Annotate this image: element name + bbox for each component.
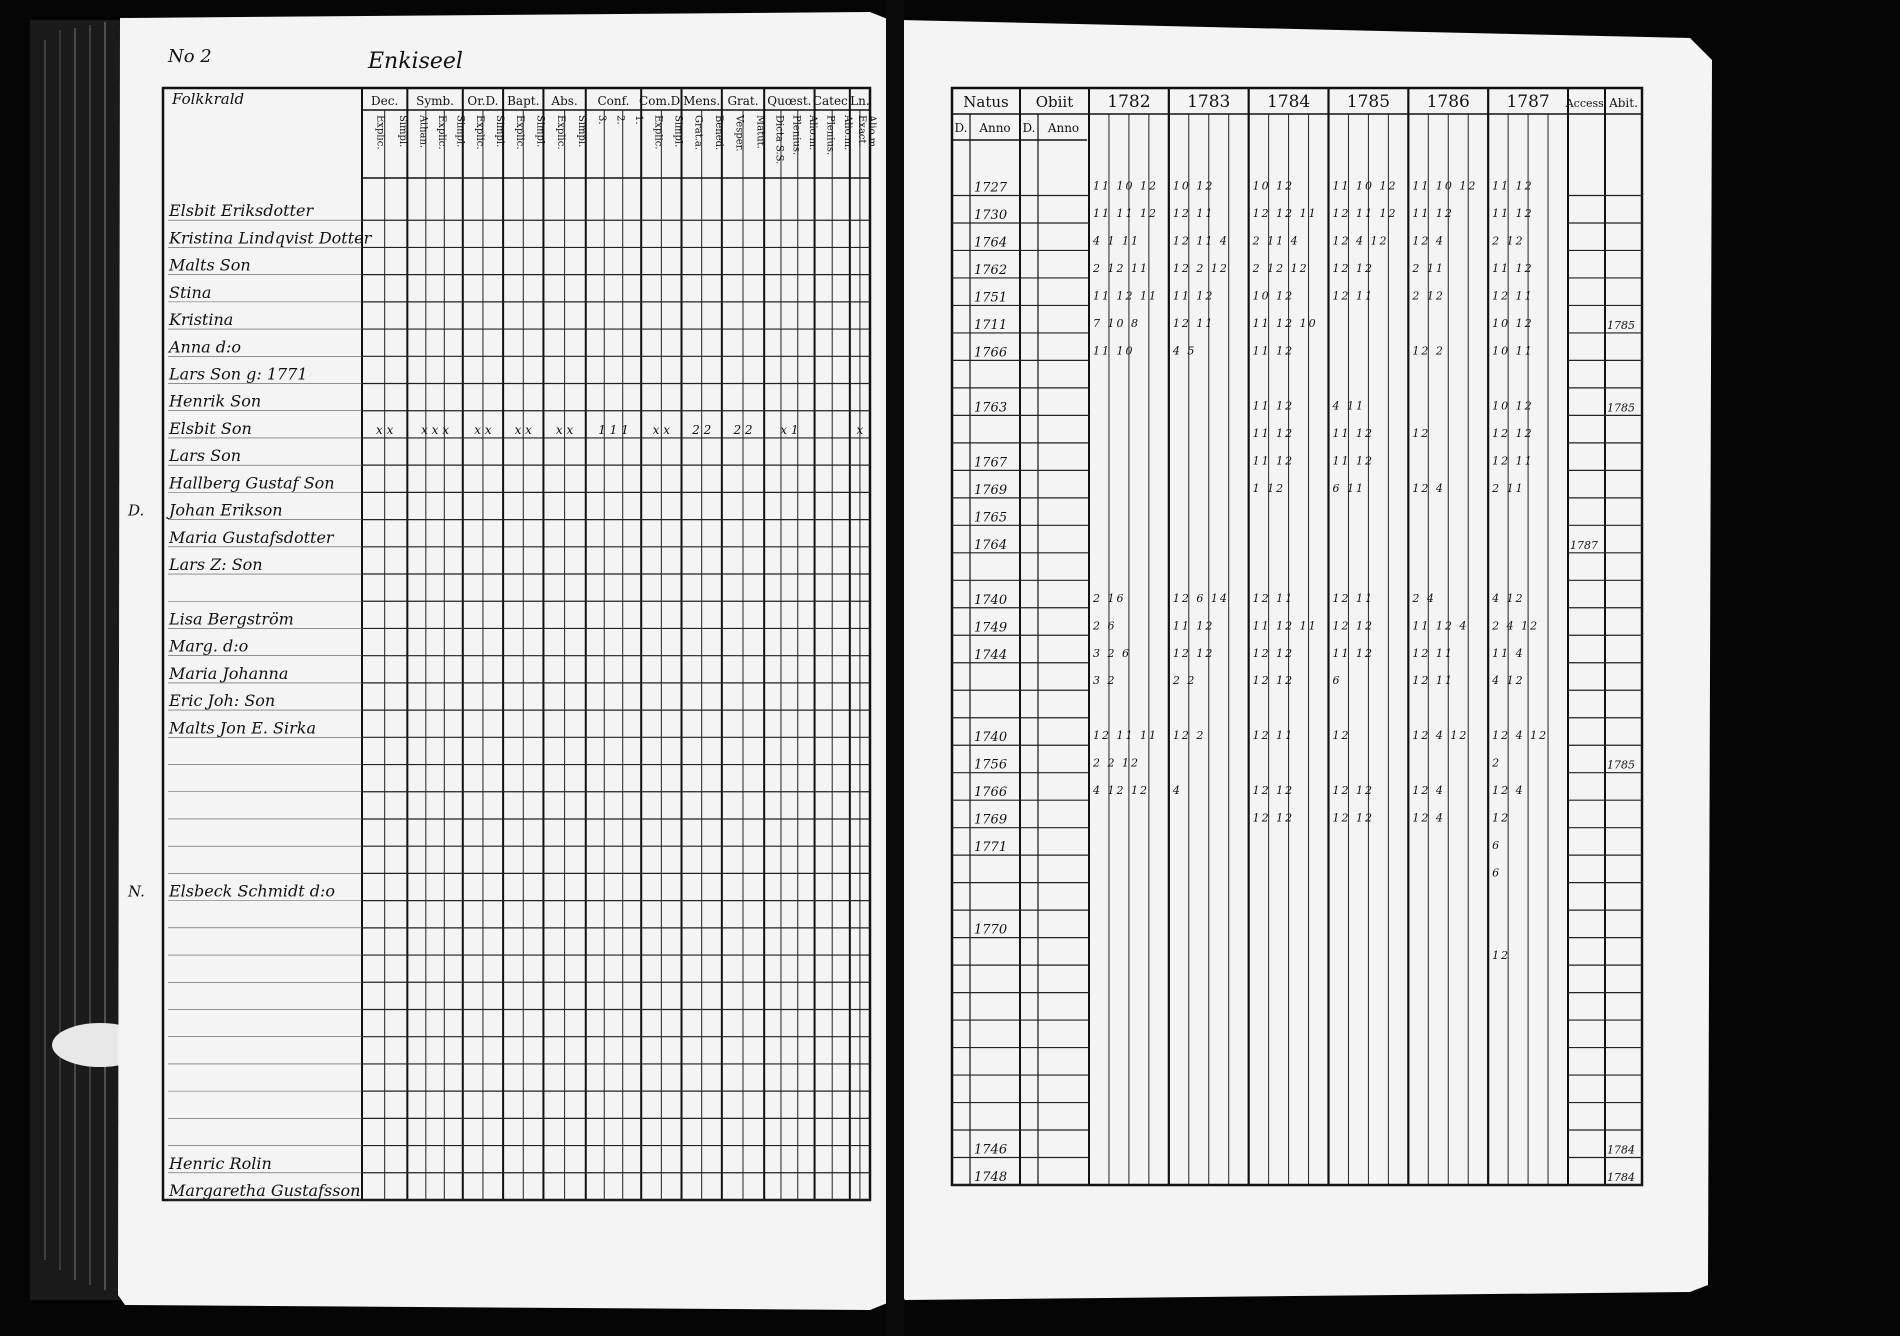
exam-tally: 2 (1492, 756, 1502, 770)
resident-name: Margaretha Gustafsson (169, 1181, 361, 1200)
exam-tally: 4 5 (1172, 344, 1197, 358)
resident-name: Elsbit Eriksdotter (169, 201, 314, 221)
column-header: Ln. (850, 94, 870, 108)
exam-tally: 2 12 12 (1252, 261, 1309, 275)
knowledge-mark: x x (652, 422, 671, 437)
obiit-year-header: Anno (1047, 121, 1080, 135)
resident-name: Marg. d:o (169, 636, 249, 656)
exam-tally: 12 12 (1492, 426, 1534, 440)
abiit-header: Abit. (1609, 96, 1638, 110)
column-header: Abs. (551, 94, 578, 108)
exam-tally: 12 4 (1412, 234, 1445, 248)
accessit-mark: 1787 (1570, 538, 1598, 552)
obiit-header: Obiit (1035, 93, 1074, 111)
exam-tally: 11 10 12 (1332, 179, 1398, 193)
exam-tally: 11 12 (1492, 206, 1534, 220)
exam-tally: 12 4 12 (1332, 234, 1389, 248)
exam-tally: 11 12 11 (1093, 289, 1158, 303)
year-header: 1782 (1107, 92, 1151, 112)
resident-name: Elsbit Son (169, 418, 252, 438)
birth-year: 1749 (974, 620, 1008, 636)
sub-column-header: Matut. (754, 115, 766, 149)
birth-year: 1771 (974, 840, 1008, 856)
exam-tally: 2 4 (1412, 591, 1436, 605)
exam-tally: 12 11 (1412, 646, 1454, 660)
column-header: Symb. (416, 94, 455, 108)
sub-column-header: Simpl. (534, 115, 546, 148)
exam-tally: 12 4 (1492, 784, 1525, 798)
exam-tally: 10 12 (1492, 399, 1534, 413)
resident-name: Maria Gustafsdotter (169, 527, 334, 547)
sub-column-header: Plenius. (824, 115, 836, 156)
exam-tally: 7 10 8 (1093, 316, 1140, 330)
year-header: 1783 (1187, 92, 1231, 112)
sub-column-header: Explic. (514, 115, 526, 150)
resident-name: Eric Joh: Son (169, 691, 276, 711)
birth-year: 1746 (974, 1142, 1008, 1158)
exam-tally: 12 12 (1332, 811, 1374, 825)
exam-tally: 12 12 (1332, 261, 1374, 275)
exam-tally: 2 12 (1412, 289, 1445, 303)
year-header: 1787 (1506, 92, 1550, 112)
exam-tally: 2 11 4 (1252, 234, 1300, 248)
year-header: 1786 (1426, 92, 1470, 112)
birth-year: 1751 (974, 290, 1008, 306)
birth-year: 1764 (974, 537, 1008, 553)
sub-column-header: Simpl. (454, 115, 466, 148)
exam-tally: 4 12 (1492, 674, 1525, 688)
knowledge-mark: x x x (421, 422, 450, 437)
birth-year: 1770 (974, 922, 1008, 938)
birth-year: 1767 (974, 455, 1008, 471)
exam-tally: 11 11 12 (1093, 206, 1158, 220)
exam-tally: 12 11 11 (1093, 729, 1158, 743)
exam-tally: 10 11 (1492, 344, 1534, 358)
column-header: Bapt. (507, 94, 540, 108)
exam-tally: 11 12 4 (1412, 619, 1469, 633)
exam-tally: 12 11 (1492, 289, 1534, 303)
birth-year: 1756 (974, 757, 1008, 773)
exam-tally: 12 11 (1252, 729, 1295, 743)
exam-tally: 12 11 (1172, 206, 1215, 220)
exam-tally: 12 11 (1172, 316, 1215, 330)
exam-tally: 4 12 12 (1093, 784, 1149, 798)
resident-name: Hallberg Gustaf Son (169, 473, 335, 493)
sub-column-header: Alio.m. (842, 115, 854, 151)
exam-tally: 6 (1492, 866, 1502, 880)
exam-tally: 12 2 (1412, 344, 1445, 358)
exam-tally: 11 10 12 (1093, 179, 1158, 193)
birth-year: 1762 (974, 262, 1008, 278)
column-header: Quœst. (767, 94, 812, 108)
exam-tally: 12 4 12 (1492, 729, 1549, 743)
exam-tally: 12 (1412, 426, 1431, 440)
exam-tally: 3 2 6 (1093, 646, 1131, 660)
exam-tally: 12 2 12 (1172, 261, 1229, 275)
exam-tally: 11 12 (1412, 206, 1454, 220)
accessit-header: Access. (1565, 97, 1608, 110)
sub-column-header: Simpl. (494, 115, 506, 148)
abiit-mark: 1785 (1607, 401, 1635, 415)
abiit-mark: 1784 (1607, 1171, 1635, 1184)
exam-tally: 2 16 (1093, 591, 1126, 605)
exam-tally: 11 12 (1172, 289, 1215, 303)
resident-name: Lisa Bergström (169, 609, 294, 629)
exam-tally: 11 12 (1492, 179, 1534, 193)
knowledge-mark: 2 2 (692, 422, 712, 437)
abiit-mark: 1784 (1607, 1143, 1635, 1157)
exam-tally: 4 1 11 (1093, 234, 1140, 248)
exam-tally: 6 (1332, 674, 1342, 688)
resident-name: Kristina Lindqvist Dotter (169, 228, 372, 248)
exam-tally: 2 11 (1412, 261, 1445, 275)
sub-column-header: Alio.m. (807, 115, 819, 151)
knowledge-mark: x x (555, 422, 574, 437)
exam-tally: 2 11 (1492, 481, 1525, 495)
exam-tally: 11 12 (1252, 399, 1295, 413)
sub-column-header: Explic. (436, 115, 448, 150)
exam-tally: 12 6 14 (1172, 591, 1229, 605)
natus-year-header: Anno (979, 121, 1011, 135)
column-header: Catec. (812, 94, 852, 108)
column-header: Com.D. (639, 94, 684, 108)
exam-tally: 12 11 4 (1172, 234, 1229, 248)
sub-column-header: 1. (632, 115, 644, 125)
resident-name: Henric Rolin (169, 1153, 272, 1173)
birth-year: 1769 (974, 482, 1008, 498)
knowledge-mark: x x (375, 422, 394, 437)
birth-year: 1766 (974, 345, 1008, 361)
exam-tally: 4 12 (1492, 591, 1525, 605)
exam-tally: 11 12 (1172, 619, 1215, 633)
birth-year: 1764 (974, 235, 1008, 251)
exam-tally: 2 2 12 (1093, 756, 1140, 770)
exam-tally: 11 12 10 (1252, 316, 1318, 330)
exam-tally: 11 10 12 (1412, 179, 1478, 193)
exam-tally: 6 11 (1332, 481, 1365, 495)
exam-tally: 12 (1492, 949, 1511, 963)
exam-tally: 12 4 12 (1412, 729, 1469, 743)
exam-tally: 10 12 (1252, 289, 1295, 303)
resident-name: Anna d:o (169, 337, 242, 357)
exam-tally: 4 (1172, 784, 1182, 798)
sub-column-header: Grat.a. (692, 115, 704, 151)
birth-year: 1730 (974, 207, 1008, 223)
exam-tally: 11 12 (1252, 426, 1295, 440)
exam-tally: 12 (1332, 729, 1351, 743)
exam-tally: 12 2 (1172, 729, 1206, 743)
exam-tally: 3 2 (1093, 674, 1117, 688)
exam-tally: 12 11 12 (1332, 206, 1398, 220)
resident-name: Malts Jon E. Sirka (169, 718, 317, 738)
exam-tally: 12 12 (1252, 646, 1295, 660)
resident-name: Johan Erikson (169, 500, 283, 520)
resident-name: Malts Son (169, 255, 251, 275)
abiit-mark: 1785 (1607, 318, 1635, 332)
sub-column-header: Simpl. (397, 115, 409, 148)
exam-tally: 11 12 (1332, 454, 1374, 468)
knowledge-mark: 1 1 1 (598, 422, 629, 437)
exam-tally: 11 10 (1093, 344, 1135, 358)
knowledge-mark: x x (514, 422, 532, 437)
exam-tally: 2 6 (1093, 619, 1117, 633)
column-header: Grat. (727, 94, 759, 108)
exam-tally: 12 11 (1332, 591, 1374, 605)
exam-tally: 10 12 (1492, 316, 1534, 330)
sub-column-header: Alio.m. (865, 115, 877, 151)
village-heading: Enkiseel (368, 49, 463, 74)
exam-tally: 12 12 (1252, 811, 1295, 825)
exam-tally: 12 11 (1412, 674, 1454, 688)
column-header: Conf. (597, 94, 630, 108)
exam-tally: 11 12 (1332, 426, 1374, 440)
resident-name: Lars Son (169, 446, 242, 466)
exam-tally: 12 4 (1412, 481, 1445, 495)
sub-column-header: Vesper. (733, 115, 745, 152)
birth-year: 1769 (974, 812, 1008, 828)
abiit-mark: 1785 (1607, 758, 1635, 772)
exam-tally: 12 12 (1332, 619, 1374, 633)
exam-tally: 12 4 (1412, 811, 1445, 825)
knowledge-mark: x 1 (780, 422, 799, 437)
exam-tally: 10 12 (1172, 179, 1215, 193)
natus-day-header: D. (954, 121, 968, 135)
exam-tally: 12 4 (1412, 784, 1445, 798)
gutter (886, 0, 904, 1336)
sub-column-header: Explic. (374, 115, 386, 150)
resident-name: Lars Son g: 1771 (169, 364, 308, 384)
exam-tally: 1 12 (1252, 481, 1286, 495)
obiit-day-header: D. (1022, 121, 1036, 135)
exam-tally: 10 12 (1252, 179, 1295, 193)
name-column-header: Folkkrald (172, 90, 245, 108)
column-header: Mens. (683, 94, 721, 108)
exam-tally: 12 11 (1492, 454, 1534, 468)
exam-tally: 4 11 (1332, 399, 1365, 413)
exam-tally: 2 4 12 (1492, 619, 1540, 633)
exam-tally: 11 12 (1252, 454, 1295, 468)
birth-year: 1711 (974, 317, 1008, 333)
margin-mark: D. (128, 501, 145, 520)
exam-tally: 6 (1492, 839, 1502, 853)
knowledge-mark: x x (474, 422, 492, 437)
sub-column-header: 3. (596, 115, 608, 125)
sub-column-header: Simpl. (576, 115, 588, 148)
knowledge-mark: x (856, 422, 864, 437)
exam-tally: 11 12 (1492, 261, 1534, 275)
margin-mark: N. (128, 882, 145, 901)
sub-column-header: Explic. (652, 115, 664, 150)
resident-name: Elsbeck Schmidt d:o (169, 881, 335, 901)
exam-tally: 2 2 (1172, 674, 1197, 688)
exam-tally: 11 12 (1332, 646, 1374, 660)
exam-tally: 12 12 (1252, 674, 1295, 688)
birth-year: 1740 (974, 730, 1008, 746)
exam-tally: 11 12 (1252, 344, 1295, 358)
resident-name: Stina (169, 282, 212, 302)
birth-year: 1727 (974, 180, 1008, 196)
sub-column-header: Bened. (712, 115, 724, 151)
resident-name: Henrik Son (169, 391, 262, 411)
resident-name: Maria Johanna (169, 663, 289, 683)
birth-year: 1765 (974, 510, 1008, 526)
natus-header: Natus (963, 93, 1009, 111)
exam-tally: 12 12 (1172, 646, 1215, 660)
exam-tally: 2 12 11 (1093, 261, 1149, 275)
birth-year: 1740 (974, 592, 1008, 608)
year-header: 1784 (1266, 92, 1311, 112)
sub-column-header: Dicta S.S. (773, 115, 785, 165)
exam-tally: 12 12 (1332, 784, 1374, 798)
column-header: Or.D. (467, 94, 499, 108)
resident-name: Kristina (169, 310, 234, 330)
birth-year: 1748 (974, 1170, 1008, 1185)
resident-name: Lars Z: Son (169, 555, 263, 575)
page-mark: No 2 (168, 46, 212, 67)
sub-column-header: Exact. (855, 115, 867, 147)
sub-column-header: Explic. (555, 115, 567, 150)
exam-tally: 12 12 11 (1252, 206, 1318, 220)
exam-tally: 11 4 (1492, 646, 1525, 660)
exam-tally: 12 11 (1252, 591, 1295, 605)
exam-tally: 11 12 11 (1252, 619, 1318, 633)
sub-column-header: Plenius. (790, 115, 802, 156)
birth-year: 1763 (974, 400, 1008, 416)
sub-column-header: Simpl. (672, 115, 684, 148)
birth-year: 1766 (974, 785, 1008, 801)
exam-tally: 12 12 (1252, 784, 1295, 798)
sub-column-header: Explic. (473, 115, 485, 150)
exam-tally: 12 11 (1332, 289, 1374, 303)
birth-year: 1744 (974, 647, 1008, 663)
exam-tally: 2 12 (1492, 234, 1525, 248)
exam-tally: 12 (1492, 811, 1511, 825)
column-header: Dec. (371, 94, 399, 108)
sub-column-header: Athan. (417, 115, 429, 149)
year-header: 1785 (1346, 92, 1391, 112)
sub-column-header: 2. (614, 115, 626, 125)
knowledge-mark: 2 2 (733, 422, 753, 437)
